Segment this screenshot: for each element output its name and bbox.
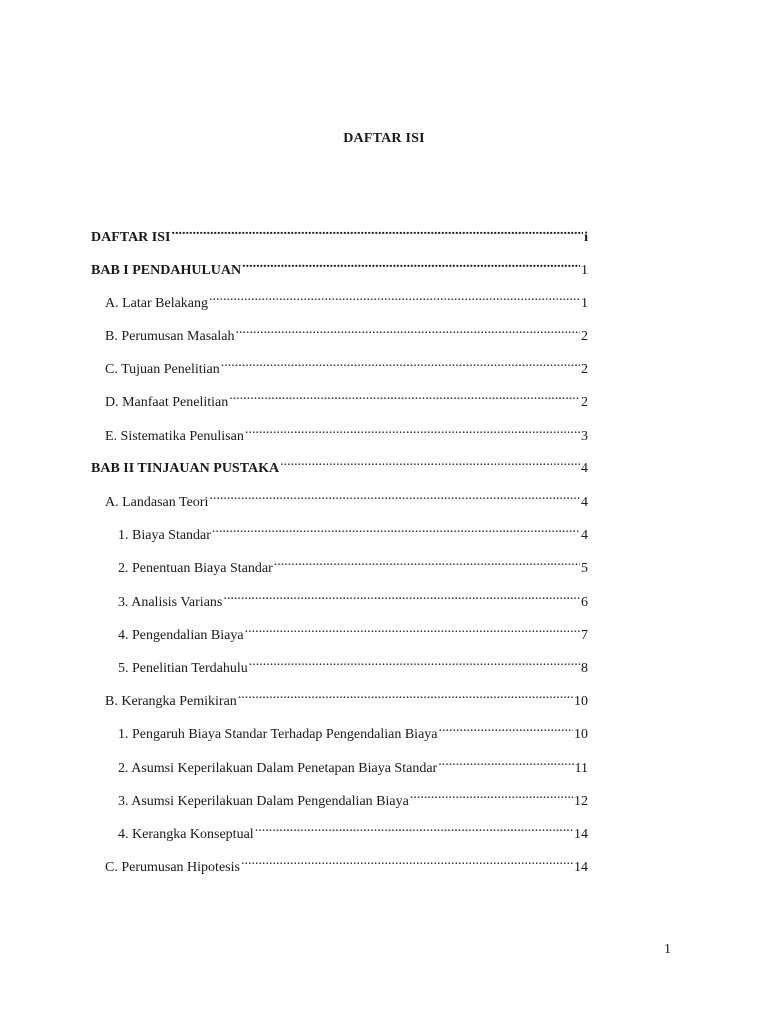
dot-leader bbox=[212, 519, 580, 539]
toc-entry-sistematika-penulisan[interactable] bbox=[105, 420, 588, 447]
dot-leader bbox=[171, 221, 583, 241]
toc-entry-analisis-varians[interactable] bbox=[118, 586, 588, 613]
dot-leader bbox=[280, 452, 580, 472]
page-title: DAFTAR ISI bbox=[343, 131, 425, 146]
dot-leader bbox=[221, 353, 580, 373]
toc-entry-label: 2. Penentuan Biaya Standar bbox=[118, 561, 273, 576]
toc-entry-biaya-standar[interactable] bbox=[118, 519, 588, 546]
dot-leader bbox=[438, 752, 573, 772]
toc-entry-page: 11 bbox=[574, 761, 588, 776]
dot-leader bbox=[439, 718, 574, 738]
dot-leader bbox=[241, 851, 573, 871]
toc-entry-perumusan-hipotesis[interactable] bbox=[105, 851, 588, 878]
toc-entry-page: 4 bbox=[581, 461, 588, 476]
toc-entry-asumsi-pengendalian[interactable] bbox=[118, 785, 588, 812]
toc-entry-perumusan-masalah[interactable] bbox=[105, 320, 588, 347]
dot-leader bbox=[209, 486, 580, 506]
toc-entry-page: 12 bbox=[574, 794, 588, 809]
toc-entry-landasan-teori[interactable] bbox=[105, 486, 588, 513]
toc-entry-page: 4 bbox=[581, 495, 588, 510]
toc-entry-page: 2 bbox=[581, 362, 588, 377]
toc-entry-bab-2[interactable] bbox=[91, 452, 588, 479]
toc-entry-latar-belakang[interactable] bbox=[105, 287, 588, 314]
toc-entry-page: 2 bbox=[581, 395, 588, 410]
toc-entry-label: 4. Pengendalian Biaya bbox=[118, 628, 244, 643]
dot-leader bbox=[223, 586, 580, 606]
dot-leader bbox=[229, 386, 580, 406]
toc-entry-page: 1 bbox=[581, 296, 588, 311]
dot-leader bbox=[235, 320, 580, 340]
toc-entry-asumsi-penetapan[interactable] bbox=[118, 752, 588, 779]
toc-entry-page: 10 bbox=[574, 694, 588, 709]
toc-entry-label: E. Sistematika Penulisan bbox=[105, 429, 244, 444]
toc-entry-label: D. Manfaat Penelitian bbox=[105, 395, 229, 410]
toc-entry-label: B. Kerangka Pemikiran bbox=[105, 694, 237, 709]
dot-leader bbox=[249, 652, 580, 672]
toc-entry-pengendalian-biaya[interactable] bbox=[118, 619, 588, 646]
toc-entry-label: 5. Penelitian Terdahulu bbox=[118, 661, 248, 676]
toc-entry-page: 5 bbox=[581, 561, 588, 576]
toc-entry-pengaruh-biaya-standar[interactable] bbox=[118, 718, 588, 745]
toc-entry-label: DAFTAR ISI bbox=[91, 230, 171, 245]
toc-entry-page: 2 bbox=[581, 329, 588, 344]
toc-entry-page: 10 bbox=[574, 727, 588, 742]
toc-entry-label: 1. Biaya Standar bbox=[118, 528, 211, 543]
toc-entry-page: 4 bbox=[581, 528, 588, 543]
toc-entry-manfaat-penelitian[interactable] bbox=[105, 386, 588, 413]
page-number: 1 bbox=[664, 942, 671, 957]
toc-entry-page: 14 bbox=[574, 860, 588, 875]
toc-entry-page: i bbox=[584, 230, 588, 245]
toc-entry-label: B. Perumusan Masalah bbox=[105, 329, 235, 344]
toc-entry-penelitian-terdahulu[interactable] bbox=[118, 652, 588, 679]
toc-entry-label: BAB I PENDAHULUAN bbox=[91, 263, 242, 278]
dot-leader bbox=[410, 785, 573, 805]
toc-entry-label: 4. Kerangka Konseptual bbox=[118, 827, 254, 842]
toc-entry-label: C. Perumusan Hipotesis bbox=[105, 860, 240, 875]
toc-entry-label: BAB II TINJAUAN PUSTAKA bbox=[91, 461, 280, 476]
dot-leader bbox=[242, 254, 580, 274]
toc-entry-penentuan-biaya-standar[interactable] bbox=[118, 552, 588, 579]
toc-entry-label: A. Latar Belakang bbox=[105, 296, 209, 311]
toc-entry-tujuan-penelitian[interactable] bbox=[105, 353, 588, 380]
toc-entry-page: 6 bbox=[581, 595, 588, 610]
toc-entry-page: 8 bbox=[581, 661, 588, 676]
toc-entry-label: 2. Asumsi Keperilakuan Dalam Penetapan Biaya Standar bbox=[118, 761, 438, 776]
dot-leader bbox=[245, 619, 580, 639]
toc-entry-label: 3. Asumsi Keperilakuan Dalam Pengendalian Biaya bbox=[118, 794, 409, 809]
dot-leader bbox=[274, 552, 580, 572]
dot-leader bbox=[245, 420, 580, 440]
toc-entry-page: 3 bbox=[581, 429, 588, 444]
toc-entry-page: 1 bbox=[581, 263, 588, 278]
dot-leader bbox=[238, 685, 573, 705]
toc-entry-kerangka-pemikiran[interactable] bbox=[105, 685, 588, 712]
toc-entry-label: A. Landasan Teori bbox=[105, 495, 209, 510]
toc-entry-bab-1[interactable] bbox=[91, 254, 588, 281]
toc-entry-kerangka-konseptual[interactable] bbox=[118, 818, 588, 845]
toc-entry-label: 1. Pengaruh Biaya Standar Terhadap Pengendalian Biaya bbox=[118, 727, 438, 742]
toc-entry-page: 7 bbox=[581, 628, 588, 643]
dot-leader bbox=[209, 287, 580, 307]
toc-entry-page: 14 bbox=[574, 827, 588, 842]
dot-leader bbox=[255, 818, 573, 838]
toc-entry-label: 3. Analisis Varians bbox=[118, 595, 223, 610]
toc-entry-label: C. Tujuan Penelitian bbox=[105, 362, 220, 377]
toc-entry-daftar-isi[interactable] bbox=[91, 221, 588, 248]
